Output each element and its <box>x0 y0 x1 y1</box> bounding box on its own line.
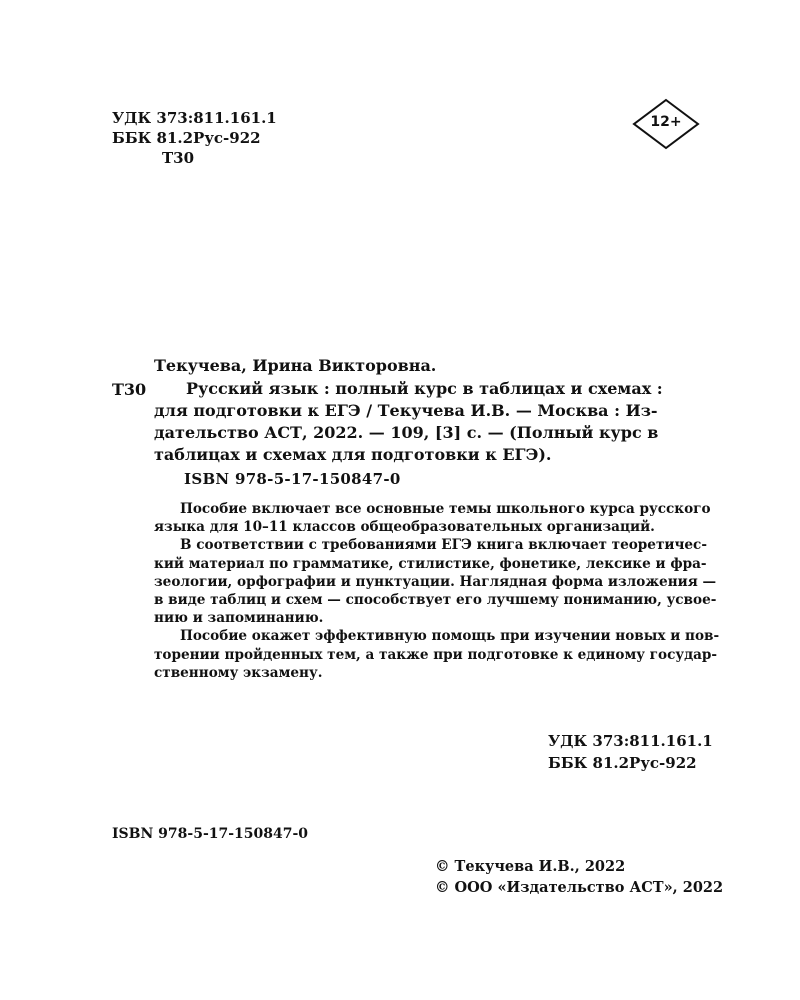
abstract <box>154 500 750 682</box>
record-isbn: ISBN 978-5-17-150847-0 <box>184 470 401 488</box>
age-rating-text: 12+ <box>650 114 682 130</box>
abstract-line: Пособие включает все основные темы школьного курса русского <box>180 501 711 517</box>
record-author-mark: Т30 <box>112 380 147 399</box>
bib-line: таблицах и схемах для подготовки к ЕГЭ). <box>154 445 552 464</box>
abstract-line: торении пройденных тем, а также при подготовке к единому государ- <box>154 646 718 663</box>
bbk-code: ББК 81.2Рус-922 <box>112 129 261 147</box>
bib-line: Русский язык : полный курс в таблицах и схемах : <box>186 379 663 398</box>
bibliographic-description <box>154 378 750 466</box>
abstract-line: Пособие окажет эффективную помощь при изучении новых и пов- <box>180 628 720 645</box>
copyright-publisher: © ООО «Издательство АСТ», 2022 <box>435 879 724 896</box>
copyright-author: © Текучева И.В., 2022 <box>435 858 626 875</box>
bib-line: дательство АСТ, 2022. — 109, [3] с. — (Полный курс в <box>154 423 659 442</box>
udk-code-bottom: УДК 373:811.161.1 <box>548 732 713 750</box>
isbn-bottom: ISBN 978-5-17-150847-0 <box>112 826 309 842</box>
abstract-line: нию и запоминанию. <box>154 610 324 627</box>
abstract-line: языка для 10–11 классов общеобразовательных организаций. <box>154 519 655 536</box>
udk-code: УДК 373:811.161.1 <box>112 109 277 127</box>
abstract-line: ственному экзамену. <box>154 664 323 681</box>
abstract-line: кий материал по грамматике, стилистике, фонетике, лексике и фра- <box>154 555 707 572</box>
author-heading: Текучева, Ирина Викторовна. <box>154 356 437 375</box>
abstract-line: в виде таблиц и схем — способствует его лучшему пониманию, усвое- <box>154 592 717 609</box>
abstract-line: В соответствии с требованиями ЕГЭ книга включает теоретичес- <box>180 537 707 554</box>
top-classification-codes <box>112 108 277 168</box>
age-rating-badge <box>632 98 700 150</box>
bottom-classification-codes <box>548 730 713 774</box>
copyright-block <box>435 856 723 898</box>
bbk-code-bottom: ББК 81.2Рус-922 <box>548 754 697 772</box>
abstract-line: зеологии, орфографии и пунктуации. Наглядная форма изложения — <box>154 573 717 590</box>
bib-line: для подготовки к ЕГЭ / Текучева И.В. — Москва : Из- <box>154 401 658 420</box>
author-mark: Т30 <box>162 149 195 167</box>
